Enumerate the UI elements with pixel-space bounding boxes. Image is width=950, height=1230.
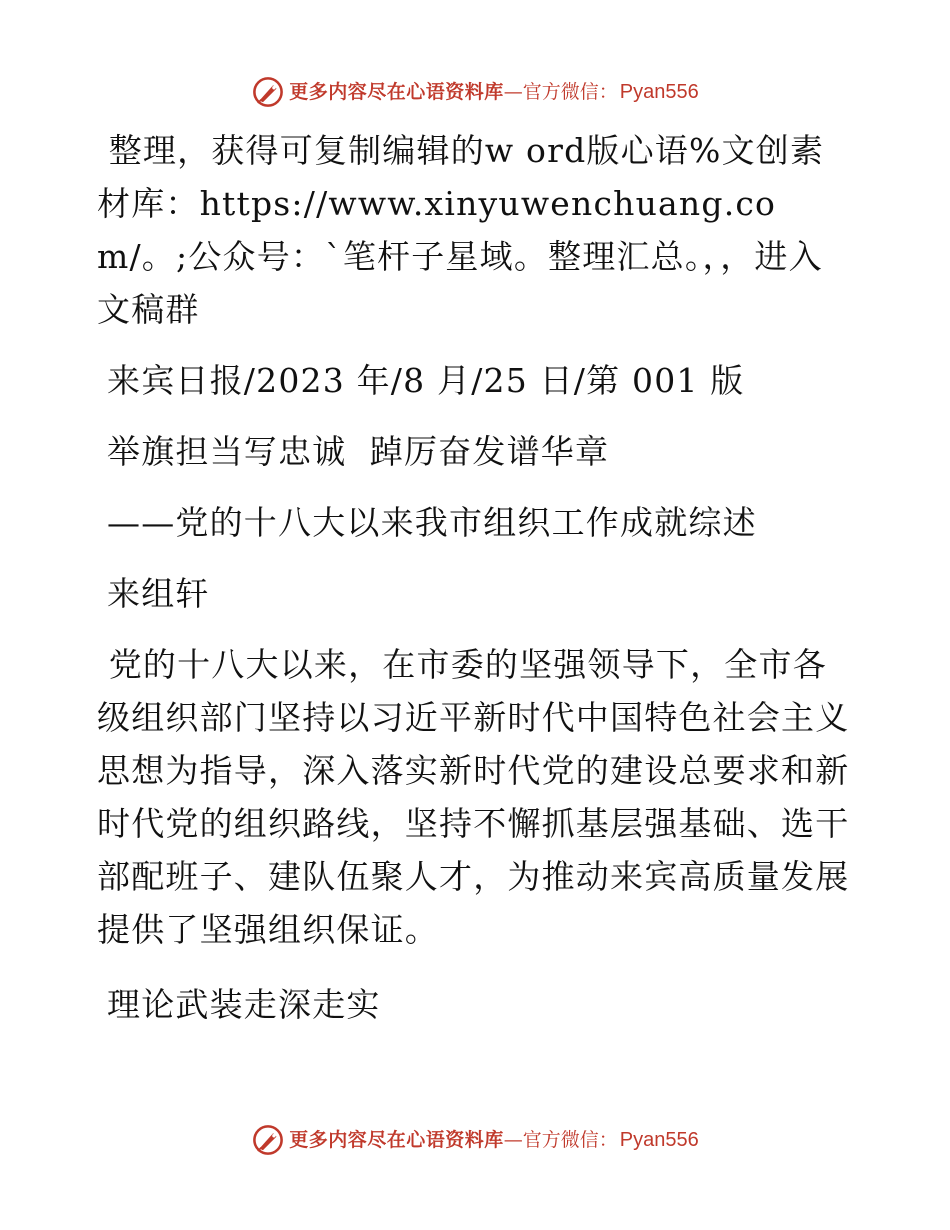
document-body <box>97 124 857 1031</box>
banner-main-text: 更多内容尽在心语资料库 <box>289 1128 504 1151</box>
banner-wechat-label: —官方微信： <box>503 80 618 103</box>
intro-paragraph: 整理，获得可复制编辑的w ord版心语%文创素材库：https://www.xinyuwenchuang.com/。;公众号：`笔杆子星域。整理汇总。，，进入文稿群 <box>97 131 825 329</box>
banner-wechat-id: Pyan556 <box>619 81 699 103</box>
banner-wechat-label: —官方微信： <box>503 1128 618 1151</box>
footer-watermark-banner <box>0 1120 950 1160</box>
header-watermark-banner <box>0 72 950 112</box>
article-author: 来组轩 <box>107 574 210 613</box>
pen-nib-logo-icon <box>251 75 285 109</box>
pen-nib-logo-icon <box>251 1123 285 1157</box>
banner-main-text: 更多内容尽在心语资料库 <box>289 80 504 103</box>
section-heading-1: 理论武装走深走实 <box>107 985 381 1024</box>
body-paragraph-1: 党的十八大以来，在市委的坚强领导下，全市各级组织部门坚持以习近平新时代中国特色社会主义思想为指导，深入落实新时代党的建设总要求和新时代党的组织路线，坚持不懈抓基层强基础、选干部配班子、建队伍聚人才，为推动来宾高质量发展提供了坚强组织保证。 <box>97 645 850 949</box>
article-title: 举旗担当写忠诚 踔厉奋发谱华章 <box>107 432 610 471</box>
article-subtitle: ——党的十八大以来我市组织工作成就综述 <box>107 503 757 542</box>
dateline: 来宾日报/2023 年/8 月/25 日/第 001 版 <box>107 361 745 400</box>
banner-wechat-id: Pyan556 <box>619 1129 699 1151</box>
